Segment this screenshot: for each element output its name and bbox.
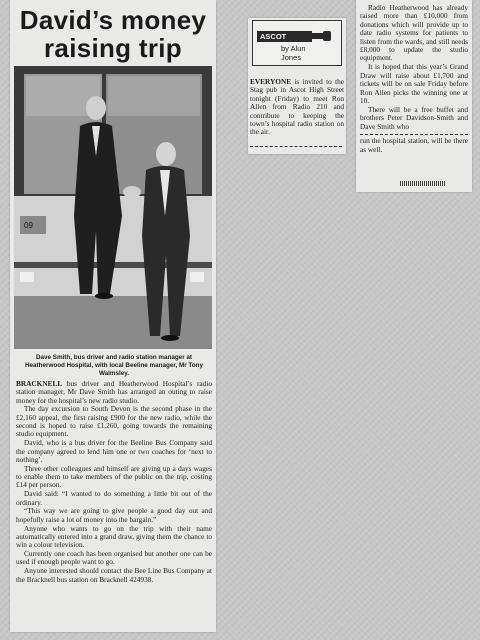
headline-line-2: raising trip <box>44 33 182 63</box>
article-body <box>16 380 212 584</box>
byline-box <box>252 20 342 66</box>
column-divider <box>360 134 468 135</box>
lead-word: BRACKNELL <box>16 379 63 388</box>
byline-author: by Alun Jones <box>281 44 306 62</box>
headline-line-1: David’s money <box>19 5 207 35</box>
article-paragraph: Anyone who wants to go on the trip with their name automatically entered into a grand draw, giving them the chance to win a colour television. <box>16 523 212 550</box>
article-clipping-left <box>10 0 216 632</box>
article-paragraph: run the hospital station, will be there as well. <box>360 136 468 154</box>
article-paragraph: David, who is a bus driver for the Beeline Bus Company said the company agreed to lend him one or two coaches for ‘next to nothing’. <box>16 438 212 464</box>
article-paragraph: Anyone interested should contact the Bee Line Bus Company at the Bracknell bus station on Bracknell 424938. <box>16 566 212 584</box>
article-paragraph: The day excursion to South Devon is the second phase in the £2,160 appeal, the first raising £900 for the new radio, while the second is hoped to raise £1,260, going towards the remaining studio equipment. <box>16 404 212 439</box>
article-paragraph: Currently one coach has been organised but another one can be used if enough people want to go. <box>16 549 212 567</box>
article-clipping-ascot <box>248 18 346 154</box>
ascot-story-intro: EVERYONE is invited to the Stag pub in Ascot High Street tonight (Friday) to meet Ron Allen from Radio 210 and contribute to keeping the town’s hospital radio station on the air. <box>250 77 344 137</box>
ascot-story-continued <box>360 4 468 155</box>
article-paragraph: There will be a free buffet and brothers Peter Davidson-Smith and Dave Smith who <box>360 105 468 131</box>
article-paragraph: Three other colleagues and himself are giving up a days wages to enable them to take members of the public on the trip, costing £14 per person. <box>16 463 212 490</box>
bus-photo-illustration <box>14 66 212 349</box>
article-paragraph: David said: “I wanted to do something a little bit out of the ordinary. <box>16 489 212 507</box>
pointing-hand-icon <box>311 29 333 43</box>
headline <box>10 6 216 62</box>
photo-caption: Dave Smith, bus driver and radio station manager at Heatherwood Hospital, with local Beeline manager, Mr Tony Walmsley. <box>25 354 203 377</box>
article-paragraph: BRACKNELL bus driver and Heatherwood Hospital’s radio station manager, Mr Dave Smith has arranged an outing to raise money for the hospital’s new radio studio. <box>16 379 212 405</box>
end-marks <box>400 181 446 186</box>
article-clipping-right <box>356 0 472 192</box>
bus-number: 09 <box>24 221 33 230</box>
lead-word: EVERYONE <box>250 77 292 86</box>
byline-tag: ASCOT <box>257 31 312 42</box>
column-divider <box>250 146 342 147</box>
article-paragraph: It is hoped that this year’s Grand Draw will raise about £1,700 and tickets will be on sale Friday before Ron Allen picks the winning one at 10. <box>360 62 468 106</box>
article-paragraph: Radio Heatherwood has already raised more than £10,000 from donations which will provide up to date radio systems for patients to listen from the wards, and still needs £8,000 to update the studio equipment. <box>360 3 468 63</box>
article-paragraph: “This way we are going to give people a good day out and hopefully raise a lot of money into the bargain.” <box>16 506 212 524</box>
news-photo <box>14 66 212 349</box>
